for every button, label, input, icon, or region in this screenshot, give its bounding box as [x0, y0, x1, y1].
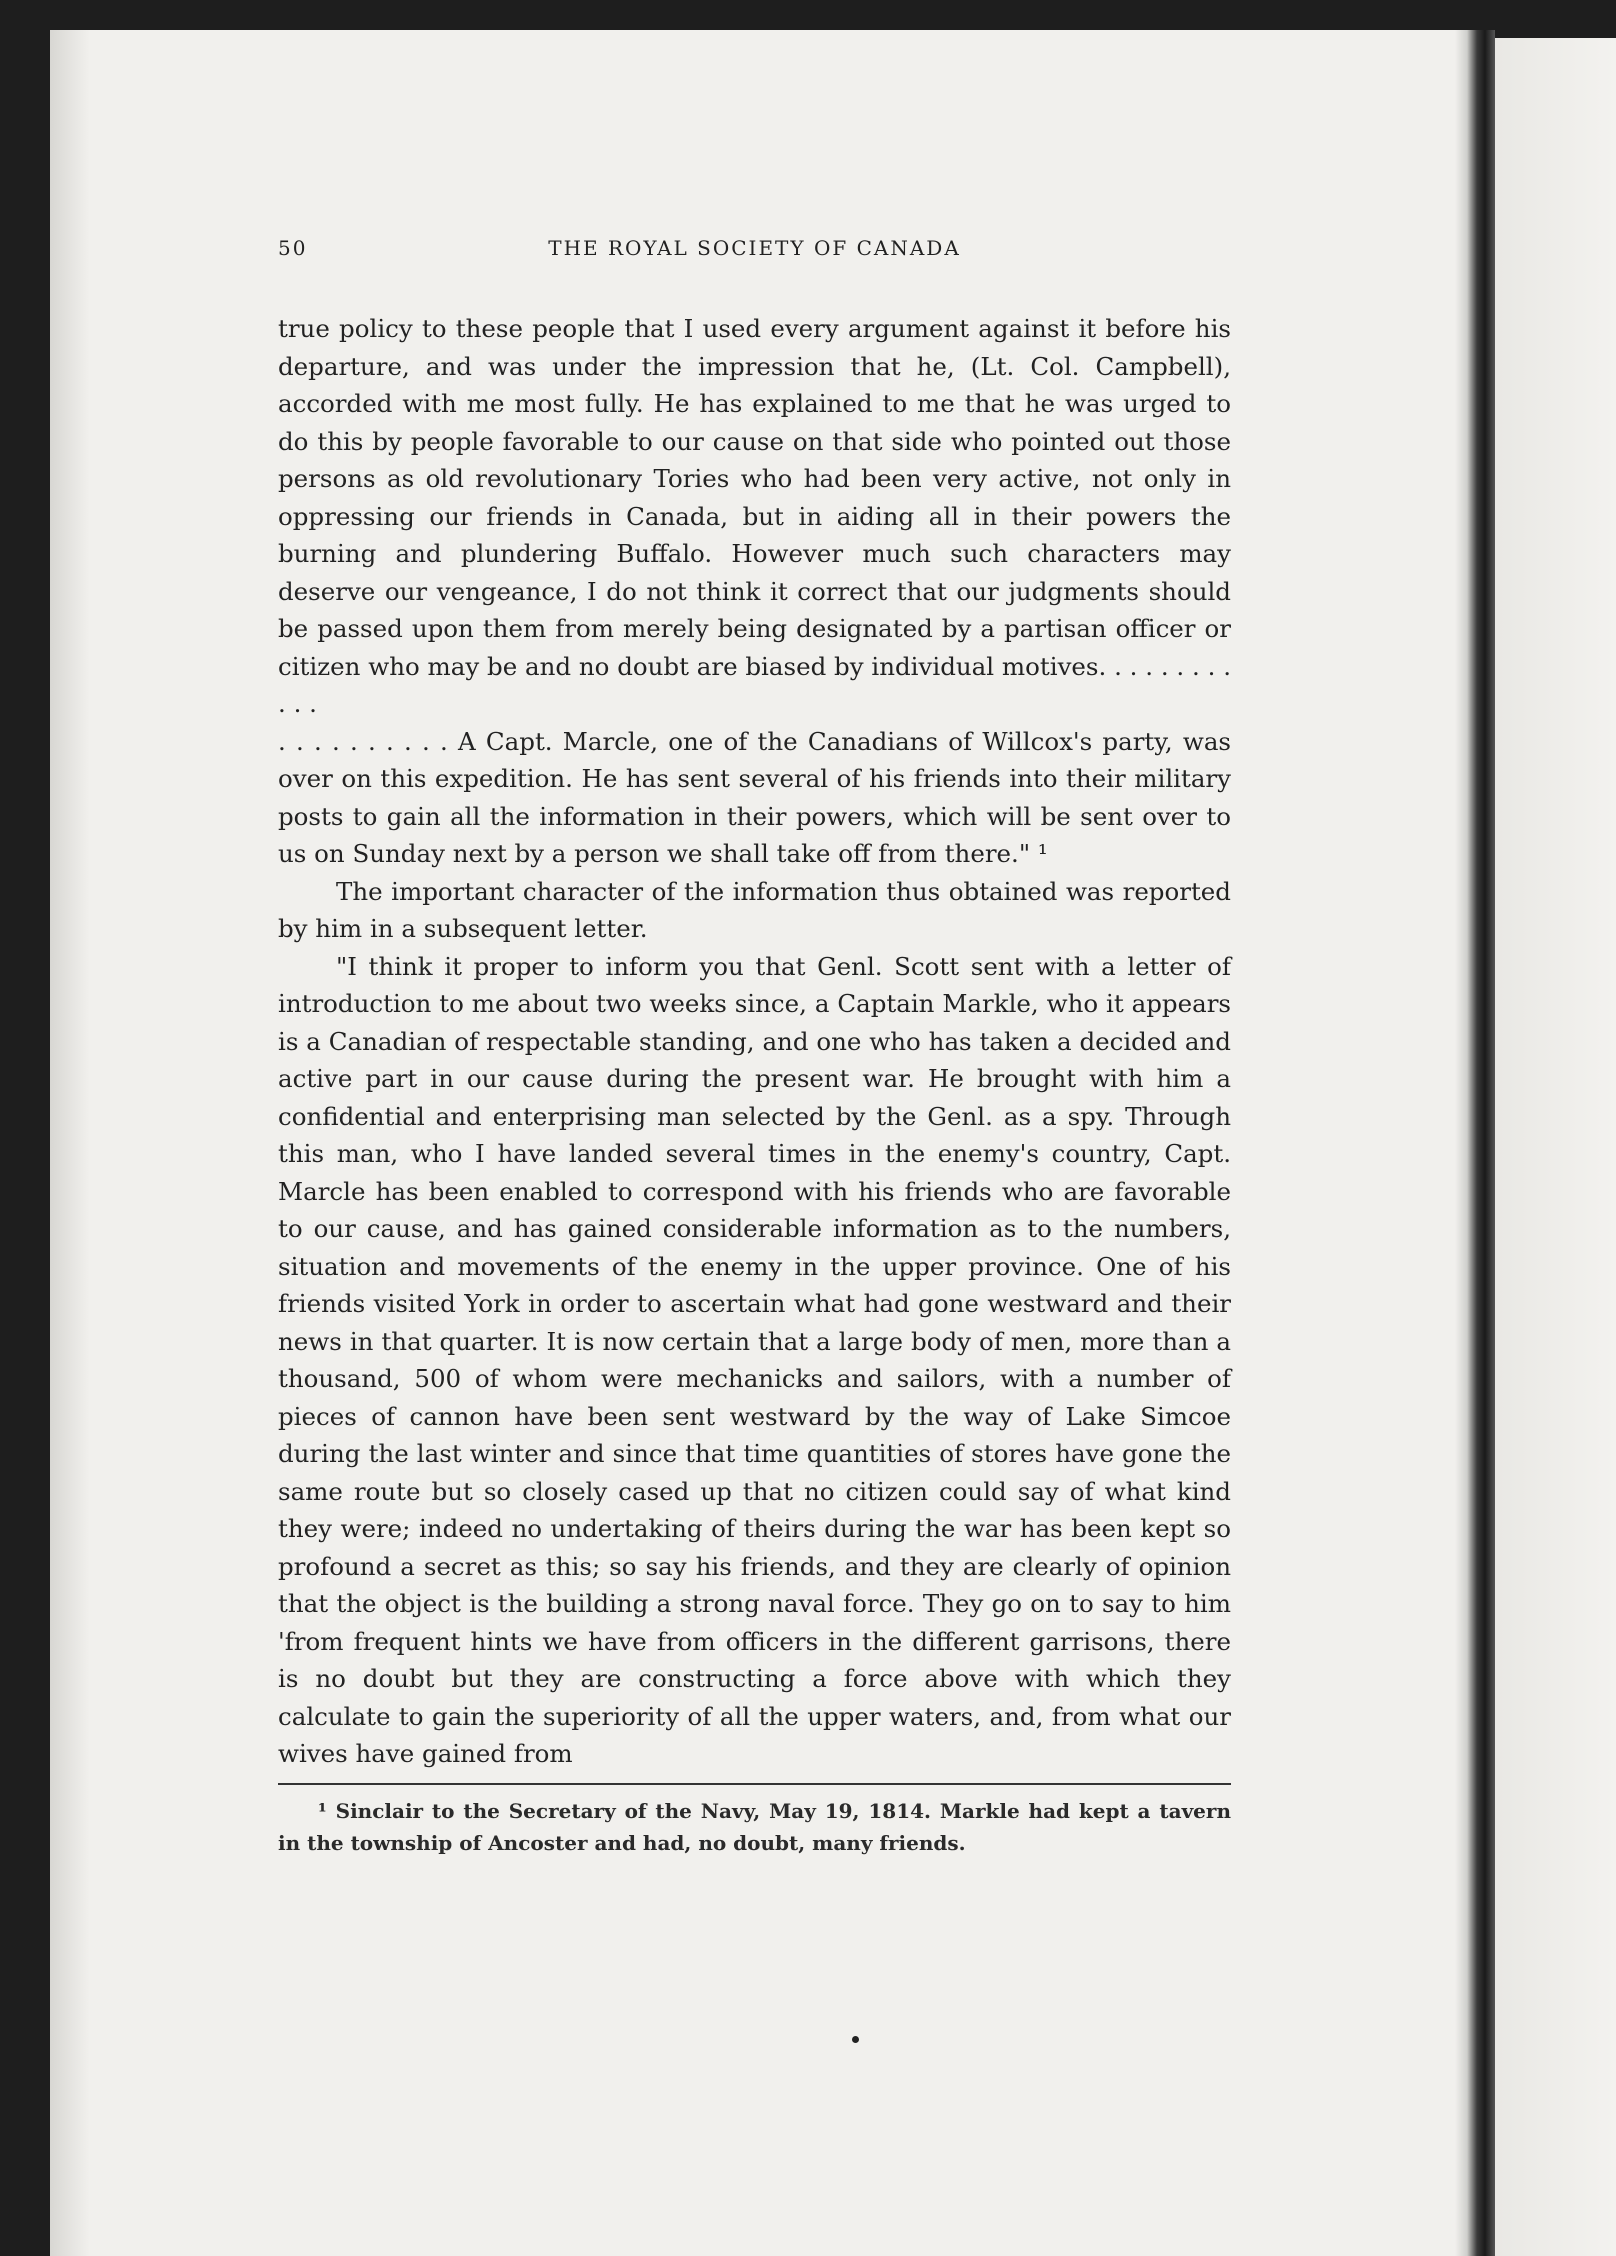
- page-number: 50: [278, 236, 308, 260]
- paragraph-2: . . . . . . . . . . A Capt. Marcle, one of the Canadians of Willcox's party, was over on this expedition. He has sent several of his friends into their military posts to gain all the information in their powers, which will be sent over to us on Sunday next by a person we shall take off from there." ¹: [278, 726, 1231, 868]
- paragraph-4: "I think it proper to inform you that Genl. Scott sent with a letter of introduction to me about two weeks since, a Captain Markle, who it appears is a Canadian of respectable standing, and one who has taken a decided and active part in our cause during the present war. He brought with him a confidential and enterprising man selected by the Genl. as a spy. Through this man, who I have landed several times in the enemy's country, Capt. Marcle has been enabled to correspond with his friends who are favorable to our cause, and has gained considerable information as to the numbers, situation and movements of the enemy in the upper province. One of his friends visited York in order to ascertain what had gone westward and their news in that quarter. It is now certain that a large body of men, more than a thousand, 500 of whom were mechanicks and sailors, with a number of pieces of cannon have been sent westward by the way of Lake Simcoe during the last winter and since that time quantities of stores have gone the same route but so closely cased up that no citizen could say of what kind they were; indeed no undertaking of theirs during the war has been kept so profound a secret as this; so say his friends, and they are clearly of opinion that the object is the building a strong naval force. They go on to say to him 'from frequent hints we have from officers in the different garrisons, there is no doubt but they are constructing a force above with which they calculate to gain the superiority of all the upper waters, and, from what our wives have gained from: [278, 951, 1231, 1768]
- page-edge-shadow: [50, 30, 90, 2256]
- body-text: [278, 310, 1231, 1773]
- book-gutter: [1455, 30, 1495, 2256]
- facing-page-edge: [1495, 38, 1616, 2256]
- paragraph-3: The important character of the information thus obtained was reported by him in a subsequent letter.: [278, 876, 1231, 943]
- scan-speck: [852, 2036, 859, 2043]
- running-title: THE ROYAL SOCIETY OF CANADA: [548, 236, 961, 260]
- page-content: [278, 236, 1231, 1879]
- footnote: ¹ Sinclair to the Secretary of the Navy, May 19, 1814. Markle had kept a tavern in the township of Ancoster and had, no doubt, many friends.: [278, 1798, 1231, 1855]
- running-head: [278, 236, 1231, 276]
- footnote-rule: [278, 1783, 1231, 1785]
- paragraph-1: true policy to these people that I used every argument against it before his departure, and was under the impression that he, (Lt. Col. Campbell), accorded with me most fully. He has explained to me that he was urged to do this by people favorable to our cause on that side who pointed out those persons as old revolutionary Tories who had been very active, not only in oppressing our friends in Canada, but in aiding all in their powers the burning and plundering Buffalo. However much such characters may deserve our vengeance, I do not think it correct that our judgments should be passed upon them from merely being designated by a partisan officer or citizen who may be and no doubt are biased by individual motives. . . . . . . . . . . .: [278, 314, 1231, 718]
